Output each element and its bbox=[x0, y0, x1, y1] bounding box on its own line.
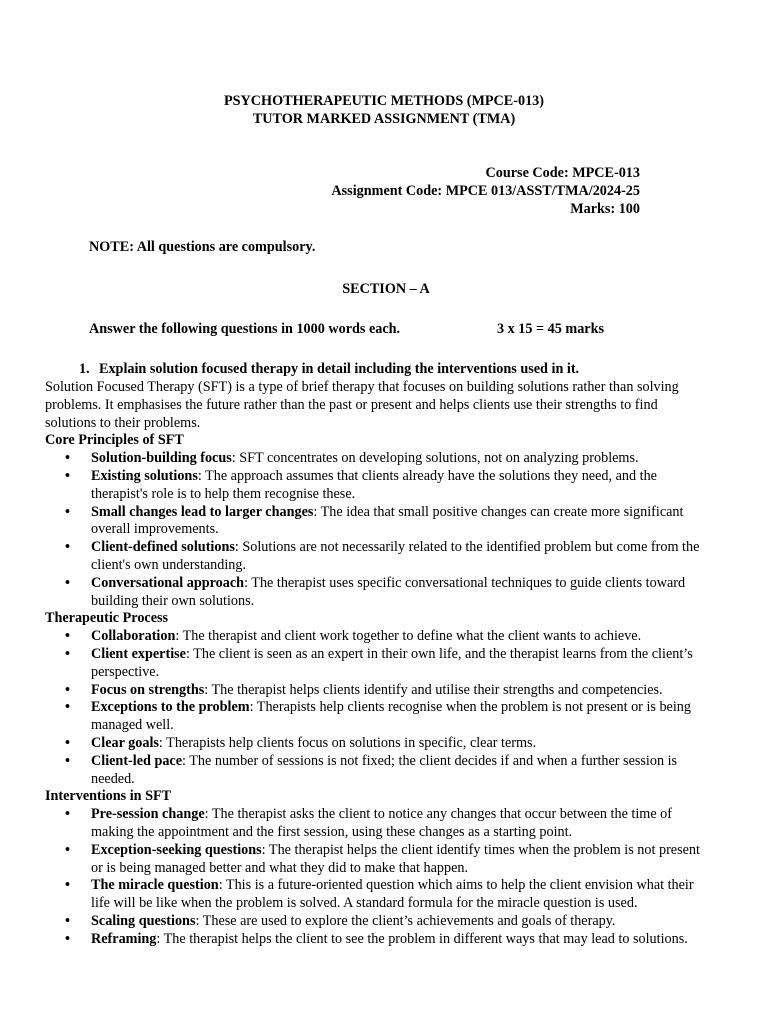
list-item bbox=[45, 504, 705, 540]
list-item-term: Pre-session change bbox=[91, 806, 205, 823]
list-item-term: Scaling questions bbox=[91, 912, 196, 929]
list-item bbox=[45, 877, 705, 913]
list-item bbox=[45, 699, 705, 735]
list-item-text: : The therapist helps the client identify times when the problem is not present or is being managed better and what they did to make that happen. bbox=[91, 841, 700, 876]
bullet-icon: • bbox=[65, 681, 70, 698]
bullet-icon: • bbox=[65, 503, 70, 520]
instructions-text: Answer the following questions in 1000 words each. bbox=[89, 321, 401, 337]
list-item-text: : The idea that small positive changes can create more significant overall improvements. bbox=[91, 503, 684, 538]
bullet-icon: • bbox=[65, 699, 70, 716]
list-item bbox=[45, 806, 705, 842]
list-item-term: Client expertise bbox=[91, 645, 186, 662]
list-item-text: : These are used to explore the client’s achievements and goals of therapy. bbox=[195, 912, 616, 929]
note: NOTE: All questions are compulsory. bbox=[89, 239, 316, 255]
list-item bbox=[45, 539, 705, 575]
list-item-term: Clear goals bbox=[91, 734, 159, 751]
section-heading: Therapeutic Process bbox=[45, 610, 169, 627]
list-item-term: The miracle question bbox=[91, 877, 219, 894]
list-item bbox=[45, 575, 705, 611]
list-item bbox=[45, 468, 705, 504]
bullet-icon: • bbox=[65, 734, 70, 751]
list-item-text: : Therapists help clients recognise when the problem is not present or is being managed well. bbox=[91, 699, 691, 734]
bullet-icon: • bbox=[65, 574, 70, 591]
document-subtitle: TUTOR MARKED ASSIGNMENT (TMA) bbox=[252, 111, 516, 127]
list-item bbox=[45, 753, 705, 789]
list-item-text: : The therapist helps the client to see the problem in different ways that may lead to solutions. bbox=[156, 930, 688, 947]
list-item-term: Reframing bbox=[91, 930, 157, 947]
list-item-text: : The approach assumes that clients already have the solutions they need, and the therapist's role is to help them recognise these. bbox=[91, 467, 657, 502]
list-item bbox=[45, 628, 705, 646]
list-item-term: Small changes lead to larger changes bbox=[91, 503, 314, 520]
section-title: SECTION – A bbox=[342, 281, 430, 297]
intro-paragraph: Solution Focused Therapy (SFT) is a type of brief therapy that focuses on building solutions rather than solving problems. It emphasises the future rather than the past or present and helps clients use their strengths to find solutions to their problems. bbox=[45, 379, 679, 431]
section-marks: 3 x 15 = 45 marks bbox=[497, 321, 605, 337]
section-heading: Interventions in SFT bbox=[45, 788, 172, 805]
bullet-icon: • bbox=[65, 539, 70, 556]
document-title: PSYCHOTHERAPEUTIC METHODS (MPCE-013) bbox=[223, 93, 544, 109]
bullet-icon: • bbox=[65, 752, 70, 769]
list-item-text: : The therapist uses specific conversational techniques to guide clients toward building their own solutions. bbox=[91, 574, 686, 609]
bullet-icon: • bbox=[65, 912, 70, 929]
list-item-text: : Therapists help clients focus on solutions in specific, clear terms. bbox=[158, 734, 537, 751]
bullet-icon: • bbox=[65, 450, 70, 467]
list-item bbox=[45, 931, 705, 949]
list-item-text: : The therapist and client work together to define what the client wants to achieve. bbox=[175, 628, 642, 645]
bullet-icon: • bbox=[65, 628, 70, 645]
bullet-icon: • bbox=[65, 806, 70, 823]
bullet-icon: • bbox=[65, 930, 70, 947]
list-item-term: Client-defined solutions bbox=[91, 539, 235, 556]
list-item-text: : The therapist asks the client to notice any changes that occur between the time of making the appointment and the first session, using these changes as a starting point. bbox=[91, 806, 672, 840]
answer-body bbox=[45, 379, 705, 949]
list-item-text: : The therapist helps clients identify and utilise their strengths and competencies. bbox=[204, 681, 663, 698]
bullet-icon: • bbox=[65, 467, 70, 484]
list-item-text: : The number of sessions is not fixed; the client decides if and when a further session is needed. bbox=[91, 752, 678, 787]
list-item-term: Client-led pace bbox=[91, 752, 183, 769]
list-item-text: : The client is seen as an expert in their own life, and the therapist learns from the client’s perspective. bbox=[91, 645, 693, 680]
question-text: Explain solution focused therapy in detail including the interventions used in it. bbox=[99, 361, 580, 377]
course-code: Course Code: MPCE-013 bbox=[485, 165, 640, 181]
section-heading: Core Principles of SFT bbox=[45, 432, 184, 449]
bullet-icon: • bbox=[65, 841, 70, 858]
bullet-list bbox=[45, 450, 705, 610]
list-item-term: Existing solutions bbox=[91, 467, 198, 484]
bullet-list bbox=[45, 628, 705, 788]
total-marks: Marks: 100 bbox=[570, 201, 640, 217]
list-item-term: Solution-building focus bbox=[91, 450, 232, 467]
list-item bbox=[45, 646, 705, 682]
answer-sections bbox=[45, 432, 705, 948]
list-item bbox=[45, 842, 705, 878]
bullet-icon: • bbox=[65, 645, 70, 662]
question-1 bbox=[79, 361, 579, 379]
list-item-term: Exceptions to the problem bbox=[91, 699, 250, 716]
assignment-code: Assignment Code: MPCE 013/ASST/TMA/2024-25 bbox=[331, 183, 640, 199]
list-item-text: : SFT concentrates on developing solutions, not on analyzing problems. bbox=[231, 450, 639, 467]
list-item-text: : This is a future-oriented question which aims to help the client envision what their life will be like when the problem is solved. A standard formula for the miracle question is used. bbox=[91, 877, 694, 912]
bullet-icon: • bbox=[65, 877, 70, 894]
bullet-list bbox=[45, 806, 705, 948]
list-item-term: Conversational approach bbox=[91, 574, 245, 591]
list-item bbox=[45, 682, 705, 700]
list-item bbox=[45, 450, 705, 468]
list-item-term: Exception-seeking questions bbox=[91, 841, 262, 858]
list-item bbox=[45, 735, 705, 753]
question-number: 1. bbox=[79, 361, 90, 377]
list-item-term: Collaboration bbox=[91, 628, 176, 645]
list-item-term: Focus on strengths bbox=[91, 681, 205, 698]
list-item-text: : Solutions are not necessarily related to the identified problem but come from the client's own understanding. bbox=[91, 539, 700, 573]
list-item bbox=[45, 913, 705, 931]
